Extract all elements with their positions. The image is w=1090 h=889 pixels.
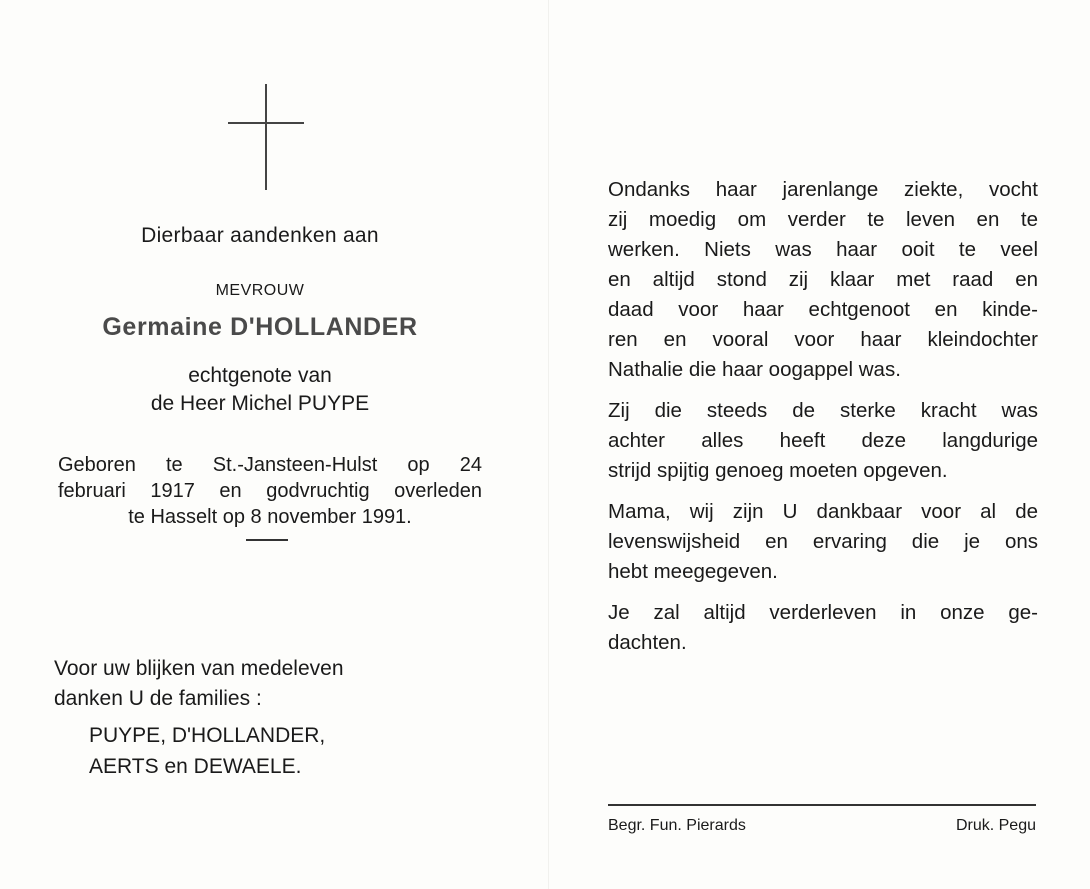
funeral-home-credit: Begr. Fun. Pierards [608,817,746,834]
text-line: strijd spijtig genoeg moeten opgeven. [608,459,948,482]
cross-horizontal-bar [228,122,304,124]
birth-line: te Hasselt op 8 november 1991. [128,506,412,528]
footer-divider [608,804,1036,806]
text-line: werken. Niets was haar ooit te veel [608,238,1038,261]
honorific-title: MEVROUW [215,282,305,299]
text-line: Je zal altijd verderleven in onze ge- [608,601,1038,624]
text-line: daad voor haar echtgenoot en kinde- [608,298,1038,321]
text-line: en altijd stond zij klaar met raad en [608,268,1038,291]
family-line: AERTS en DEWAELE. [89,755,302,778]
family-line: PUYPE, D'HOLLANDER, [89,724,326,747]
birth-death-text [58,452,482,530]
intro-text: Dierbaar aandenken aan [141,224,379,247]
text-line: Nathalie die haar oogappel was. [608,358,901,381]
cross-vertical-bar [265,84,267,190]
thanks-text [54,654,344,714]
text-line: ren en vooral voor haar kleindochter [608,328,1038,351]
paragraph [608,598,1038,658]
deceased-name: Germaine D'HOLLANDER [102,313,418,341]
printer-credit: Druk. Pegu [955,817,1036,834]
families-list [89,720,325,782]
birth-line: februari 1917 en godvruchtig overleden [58,480,482,502]
card-fold-line [548,0,549,889]
thanks-line: danken U de families : [54,687,262,710]
relation-text: echtgenote van [188,364,332,387]
text-line: Mama, wij zijn U dankbaar voor al de [608,500,1038,523]
husband-name: de Heer Michel PUYPE [150,392,370,415]
text-line: achter alles heeft deze langdurige [608,429,1038,452]
thanks-line: Voor uw blijken van medeleven [54,657,344,680]
paragraph [608,175,1038,385]
paragraph [608,396,1038,486]
right-panel [608,175,1038,669]
left-panel [40,80,510,860]
text-line: Ondanks haar jarenlange ziekte, vocht [608,178,1038,201]
cross-icon [228,84,304,190]
text-line: zij moedig om verder te leven en te [608,208,1038,231]
text-line: Zij die steeds de sterke kracht was [608,399,1038,422]
paragraph [608,497,1038,587]
text-line: levenswijsheid en ervaring die je ons [608,530,1038,553]
text-line: hebt meegegeven. [608,560,778,583]
birth-line: Geboren te St.-Jansteen-Hulst op 24 [58,454,482,476]
text-line: dachten. [608,631,687,654]
divider [246,539,288,541]
